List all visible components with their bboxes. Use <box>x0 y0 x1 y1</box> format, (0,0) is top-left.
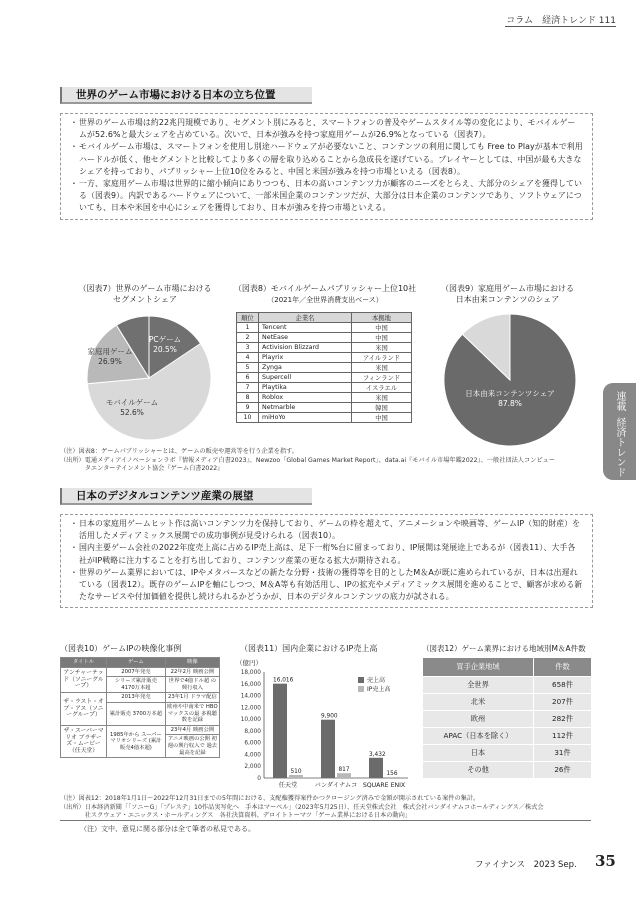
cell: 10 <box>237 413 259 423</box>
cell: Roblox <box>259 393 352 403</box>
cell: 北米 <box>423 694 534 711</box>
cell: 207件 <box>534 694 592 711</box>
table-row <box>237 323 412 333</box>
fig8-header-company: 企業名 <box>259 313 352 323</box>
cell: 22年2月 映画公開 <box>165 667 219 677</box>
side-tab-line1: 連載 <box>614 390 625 411</box>
fig9-pie-chart <box>440 308 580 448</box>
table-row <box>423 711 592 728</box>
data-label: 156 <box>386 771 398 778</box>
cell: 日本 <box>423 745 534 762</box>
section1-bullets <box>60 113 593 220</box>
cell: NetEase <box>259 333 352 343</box>
y-tick-label: 6,000 <box>244 740 261 747</box>
cell: Supercell <box>259 373 352 383</box>
fig8-header-rank: 順位 <box>237 313 259 323</box>
cell: 1 <box>237 323 259 333</box>
section2-title: 日本のデジタルコンテンツ産業の展望 <box>60 488 312 505</box>
bullet-item: ・ 一方、家庭用ゲーム市場は世界的に縮小傾向にありつつも、日本の高いコンテンツ力が顧客のニーズをとらえ、大部分のシェアを獲得している（図表9）。内訳であるハードウェアについて、一部米国企業のコンテンツだが、大部分は日本企業のコンテンツであり、ソフトウェアについても、日本や米国を中心にシェアを獲得しており、日本が強みを持つ市場といえる。 <box>70 178 583 215</box>
fig11-unit: （億円） <box>236 659 262 667</box>
fig7-title-line1: （図表7）世界のゲーム市場における <box>78 284 212 293</box>
cell: アイルランド <box>352 353 412 363</box>
table-row <box>61 667 220 677</box>
data-label: 9,900 <box>321 713 338 720</box>
fig7-value-home: 26.9% <box>98 357 122 366</box>
data-label: 3,432 <box>369 751 386 758</box>
cell: 2007年発売 <box>107 667 166 677</box>
y-tick-label: 14,000 <box>240 693 261 700</box>
running-header: コラム 経済トレンド 111 <box>506 16 616 26</box>
table-row <box>237 383 412 393</box>
side-tab-line2: 経済トレンド <box>614 416 625 477</box>
note-line: 社スクウェア・エニックス・ホールディングス 各社決算資料、デロイトトーマツ「ゲーム業界における日本の動向」 <box>60 812 411 819</box>
cell: 9 <box>237 403 259 413</box>
bar-sales <box>273 684 287 778</box>
y-tick-label: 8,000 <box>244 728 261 735</box>
cell: 4 <box>237 353 259 363</box>
page-number: 35 <box>595 852 616 870</box>
fig7-title <box>60 284 230 305</box>
fig7-value-mobile: 52.6% <box>120 408 144 417</box>
fig12-header-count: 件数 <box>534 658 592 677</box>
legend-swatch <box>358 677 364 683</box>
bar-ip-sales <box>385 777 399 778</box>
table-row <box>237 403 412 413</box>
footer-rule <box>60 820 591 821</box>
fig10-title: （図表10）ゲームIPの映像化事例 <box>60 644 182 653</box>
bullet-text: 世界のゲーム市場は約22兆円規模であり、セグメント別にみると、スマートフォンの普及やゲームスタイル等の変化により、モバイルゲームが52.6%と最大シェアを占めている。次いで、日本が強みを持つ家庭用ゲームが26.9%となっている（図表7）。 <box>79 118 576 140</box>
cell: 2 <box>237 333 259 343</box>
bullet-text: 世界のゲーム業界においては、IPやメタバースなどの新たな分野・技術の獲得等を目的としたM＆Aが既に進められているが、日本は出遅れている（図表12）。既存のゲームIPを軸にしつつ、M＆A等も有効活用し、IPの拡充やメディアミックス展開を進めることで、顧客が求める新たなサービスや付加価値を提供し続けられるかどうかが、日本のデジタルコンテンツの底力が試される。 <box>79 567 583 602</box>
y-tick-label: 12,000 <box>240 705 261 712</box>
fig7-label-home: 家庭用ゲーム <box>87 347 133 356</box>
table-row <box>61 693 220 703</box>
cell: 282件 <box>534 711 592 728</box>
note-line: （注）図表8：ゲームパブリッシャーとは、ゲームの販売や運営等を行う企業を指す。 <box>60 448 298 455</box>
cell: 欧州や中南米で HBOマックスの最 多視聴数を記録 <box>165 702 219 725</box>
fig9-label-japan: 日本由来コンテンツシェア <box>465 389 555 398</box>
bar-ip-sales <box>289 775 303 778</box>
table-row <box>61 725 220 735</box>
table-row <box>237 343 412 353</box>
fig7-label-mobile: モバイルゲーム <box>105 398 159 407</box>
table-header-row <box>61 658 220 668</box>
note-line: （注）図表12：2018年1月1日〜2022年12月31日までの5年間における、支配権獲得案件かつクロージング済みで金額が開示されている案件の集計。 <box>60 795 480 802</box>
bar-sales <box>369 758 383 778</box>
fig10-header-title: タイトル <box>61 658 107 668</box>
cell: ザ・スーパーマリオ ブラザーズ・ムービー（任天堂） <box>61 725 107 757</box>
cell: 23年1月 ドラマ配信 <box>165 693 219 703</box>
cell: 欧州 <box>423 711 534 728</box>
cell: 3 <box>237 343 259 353</box>
fig7-pie-chart <box>70 312 220 442</box>
table-header-row <box>423 658 592 677</box>
notes2 <box>60 795 544 821</box>
fig7-title-line2: セグメントシェア <box>113 294 177 304</box>
cell: 23年4月 映画公開 <box>165 725 219 735</box>
cell: 31件 <box>534 745 592 762</box>
fig7-label-pc: PCゲーム <box>148 335 182 344</box>
bullet-item: ・ モバイルゲーム市場は、スマートフォンを使用し別途ハードウェアが必要ないこと、コンテンツの利用に関しても Free to Playが基本で利用ハードルが低く、他セグメントと比較してより多くの層を取り込めることから急成長を遂げている。プレイヤーとしては、中国が最も大きなシェアを持っており、パブリッシャー上位10位をみると、中国と米国が強みを持つ市場といえる（図表8）。 <box>70 141 583 178</box>
fig9-title <box>420 284 595 305</box>
bullet-item: ・ 世界のゲーム市場は約22兆円規模であり、セグメント別にみると、スマートフォンの普及やゲームスタイル等の変化により、モバイルゲームが52.6%と最大シェアを占めている。次いで、日本が強みを持つ家庭用ゲームが26.9%となっている（図表7）。 <box>70 117 583 141</box>
footer-publication: ファイナンス 2023 Sep. <box>475 860 577 870</box>
notes1 <box>60 448 555 474</box>
note-line: タエンターテインメント協会『ゲーム白書2022』 <box>60 465 224 472</box>
fig7-value-pc: 20.5% <box>153 345 177 354</box>
table-row <box>423 745 592 762</box>
table-row <box>237 363 412 373</box>
table-header-row <box>237 313 412 323</box>
table-row <box>423 694 592 711</box>
bullet-text: 日本の家庭用ゲームヒット作は高いコンテンツ力を保持しており、ゲームの枠を超えて、アニメーションや映画等、ゲームIP（知的財産）を活用したメディアミックス展開での成功事例が見受けられる（図表10）。 <box>79 519 581 541</box>
header-rule <box>505 26 616 27</box>
table-row <box>237 413 412 423</box>
fig9-title-line2: 日本由来コンテンツのシェア <box>455 294 560 304</box>
x-tick-label: バンダイナムコ <box>314 782 358 789</box>
fig12-title: （図表12）ゲーム業界における地域別M＆A件数 <box>422 644 586 653</box>
fig9-title-line1: （図表9）家庭用ゲーム市場における <box>440 284 575 293</box>
fig8-title-line1: （図表8）モバイルゲームパブリッシャー上位10社 <box>233 284 417 293</box>
cell: Netmarble <box>259 403 352 413</box>
fig12-header-region: 買手企業地域 <box>423 658 534 677</box>
cell: Playtika <box>259 383 352 393</box>
note-line: （出所）日本経済新聞「「ソニーG」「プレステ」10作品実写化へ 手本はマーベル」（2023年5月25日）、任天堂株式会社 株式会社バンダイナムコホールディングス／株式会 <box>60 803 544 811</box>
cell: APAC（日本を除く） <box>423 728 534 745</box>
table-row <box>237 393 412 403</box>
cell: Playrix <box>259 353 352 363</box>
cell: 米国 <box>352 363 412 373</box>
table-row <box>423 762 592 779</box>
fig11-bars <box>273 678 406 789</box>
cell: 2013年発売 <box>107 693 166 703</box>
cell: 中国 <box>352 333 412 343</box>
fig10-header-game: ゲーム <box>107 658 166 668</box>
table-row <box>423 728 592 745</box>
table-row <box>423 677 592 694</box>
cell: 米国 <box>352 393 412 403</box>
bar-ip-sales <box>337 773 351 778</box>
cell: アニメ映画の公開 初週の興行収入で 過去最高を記録 <box>165 735 219 758</box>
y-tick-label: 0 <box>257 776 261 782</box>
table-row <box>237 373 412 383</box>
cell: 112件 <box>534 728 592 745</box>
y-tick-label: 4,000 <box>244 752 261 759</box>
bullet-text: モバイルゲーム市場は、スマートフォンを使用し別途ハードウェアが必要ないこと、コンテンツの利用に関しても Free to Playが基本で利用ハードルが低く、他セグメントと比較してより多くの層を取り込めることから急成長を遂げている。プレイヤーとしては、中国が最も大きなシェアを持っており、パブリッシャー上位10位をみると、中国と米国が強みを持つ市場といえる（図表8）。 <box>79 142 583 176</box>
legend-swatch <box>358 686 364 692</box>
cell: その他 <box>423 762 534 779</box>
bullet-item: ・ 国内主要ゲーム会社の2022年度売上高に占めるIP売上高は、足下一桁%台に留まっており、IP展開は発展途上であるが（図表11）、大手各社がIP戦略に注力することを打ち出しており、コンテンツ産業の更なる拡大が期待される。 <box>70 542 583 566</box>
cell: ザ・ラスト・オブ・アス（ソニーグループ） <box>61 693 107 725</box>
cell: Zynga <box>259 363 352 373</box>
fig10-header-video: 映像 <box>165 658 219 668</box>
cell: イスラエル <box>352 383 412 393</box>
fig8-title-line2: （2021年／全世界消費支出ベース） <box>267 295 383 304</box>
cell: 累計販売 3700万本超 <box>107 702 166 725</box>
y-tick-label: 2,000 <box>244 764 261 771</box>
data-label: 16,016 <box>273 677 294 684</box>
bullet-text: 一方、家庭用ゲーム市場は世界的に縮小傾向にありつつも、日本の高いコンテンツ力が顧客のニーズをとらえ、大部分のシェアを獲得している（図表9）。内訳であるハードウェアについて、一部米国企業のコンテンツだが、大部分は日本企業のコンテンツであり、ソフトウェアについても、日本や米国を中心にシェアを獲得しており、日本が強みを持つ市場といえる。 <box>79 179 582 213</box>
cell: 全世界 <box>423 677 534 694</box>
cell: アンチャーテッド（ソニーグループ） <box>61 667 107 693</box>
cell: 中国 <box>352 323 412 333</box>
table-row <box>237 353 412 363</box>
bullet-item: ・ 世界のゲーム業界においては、IPやメタバースなどの新たな分野・技術の獲得等を目的としたM＆Aが既に進められているが、日本は出遅れている（図表12）。既存のゲームIPを軸にしつつ、M＆A等も有効活用し、IPの拡充やメディアミックス展開を進めることで、顧客が求める新たなサービスや付加価値を提供し続けられるかどうかが、日本のデジタルコンテンツの底力が試される。 <box>70 567 583 604</box>
y-tick-label: 18,000 <box>240 670 261 676</box>
bullet-text: 国内主要ゲーム会社の2022年度売上高に占めるIP売上高は、足下一桁%台に留まっており、IP展開は発展途上であるが（図表11）、大手各社がIP戦略に注力することを打ち出しており、コンテンツ産業の更なる拡大が期待される。 <box>79 543 576 565</box>
fig8-header-hq: 本拠地 <box>352 313 412 323</box>
bar-sales <box>321 720 335 778</box>
section1-title: 世界のゲーム市場における日本の立ち位置 <box>60 87 312 104</box>
cell: 韓国 <box>352 403 412 413</box>
legend-label: IP売上高 <box>367 686 391 693</box>
y-tick-label: 16,000 <box>240 681 261 688</box>
cell: Tencent <box>259 323 352 333</box>
fig11-title: （図表11）国内企業におけるIP売上高 <box>240 644 378 653</box>
fig8-title <box>230 284 420 305</box>
cell: 26件 <box>534 762 592 779</box>
cell: 8 <box>237 393 259 403</box>
cell: miHoYo <box>259 413 352 423</box>
cell: Activision Blizzard <box>259 343 352 353</box>
fig9-value-japan: 87.8% <box>498 399 522 408</box>
fig8-table <box>236 312 412 423</box>
x-tick-label: SQUARE ENIX <box>362 782 406 789</box>
bullet-item: ・ 日本の家庭用ゲームヒット作は高いコンテンツ力を保持しており、ゲームの枠を超えて、アニメーションや映画等、ゲームIP（知的財産）を活用したメディアミックス展開での成功事例が見受けられる（図表10）。 <box>70 518 583 542</box>
cell: シリーズ累計販売 4170万本超 <box>107 677 166 693</box>
cell: 米国 <box>352 343 412 353</box>
cell: 658件 <box>534 677 592 694</box>
data-label: 817 <box>338 767 350 774</box>
table-row <box>237 333 412 343</box>
cell: 1985年から スーパーマリオシリーズ (累計販売4億本超) <box>107 725 166 757</box>
fig11-legend <box>358 676 390 693</box>
footer-note: （注）文中、意見に関る部分は全て筆者の私見である。 <box>80 825 255 833</box>
cell: 6 <box>237 373 259 383</box>
fig12-table <box>422 657 592 779</box>
fig10-table <box>60 657 220 758</box>
cell: 中国 <box>352 413 412 423</box>
cell: 7 <box>237 383 259 393</box>
section2-bullets <box>60 514 593 608</box>
note-line: （出所）電通メディアイノベーションラボ『情報メディア白書2023』、Newzoo「Global Games Market Report」、data.ai『モバイル市場年鑑2022』、一般社団法人コンピュー <box>60 456 555 464</box>
side-tab <box>603 383 636 480</box>
x-tick-label: 任天堂 <box>278 782 298 789</box>
cell: フィンランド <box>352 373 412 383</box>
cell: 5 <box>237 363 259 373</box>
data-label: 510 <box>290 768 302 775</box>
legend-label: 売上高 <box>367 677 386 684</box>
y-tick-label: 10,000 <box>240 717 261 724</box>
cell: 世界で4億ドル超 の興行収入 <box>165 677 219 693</box>
